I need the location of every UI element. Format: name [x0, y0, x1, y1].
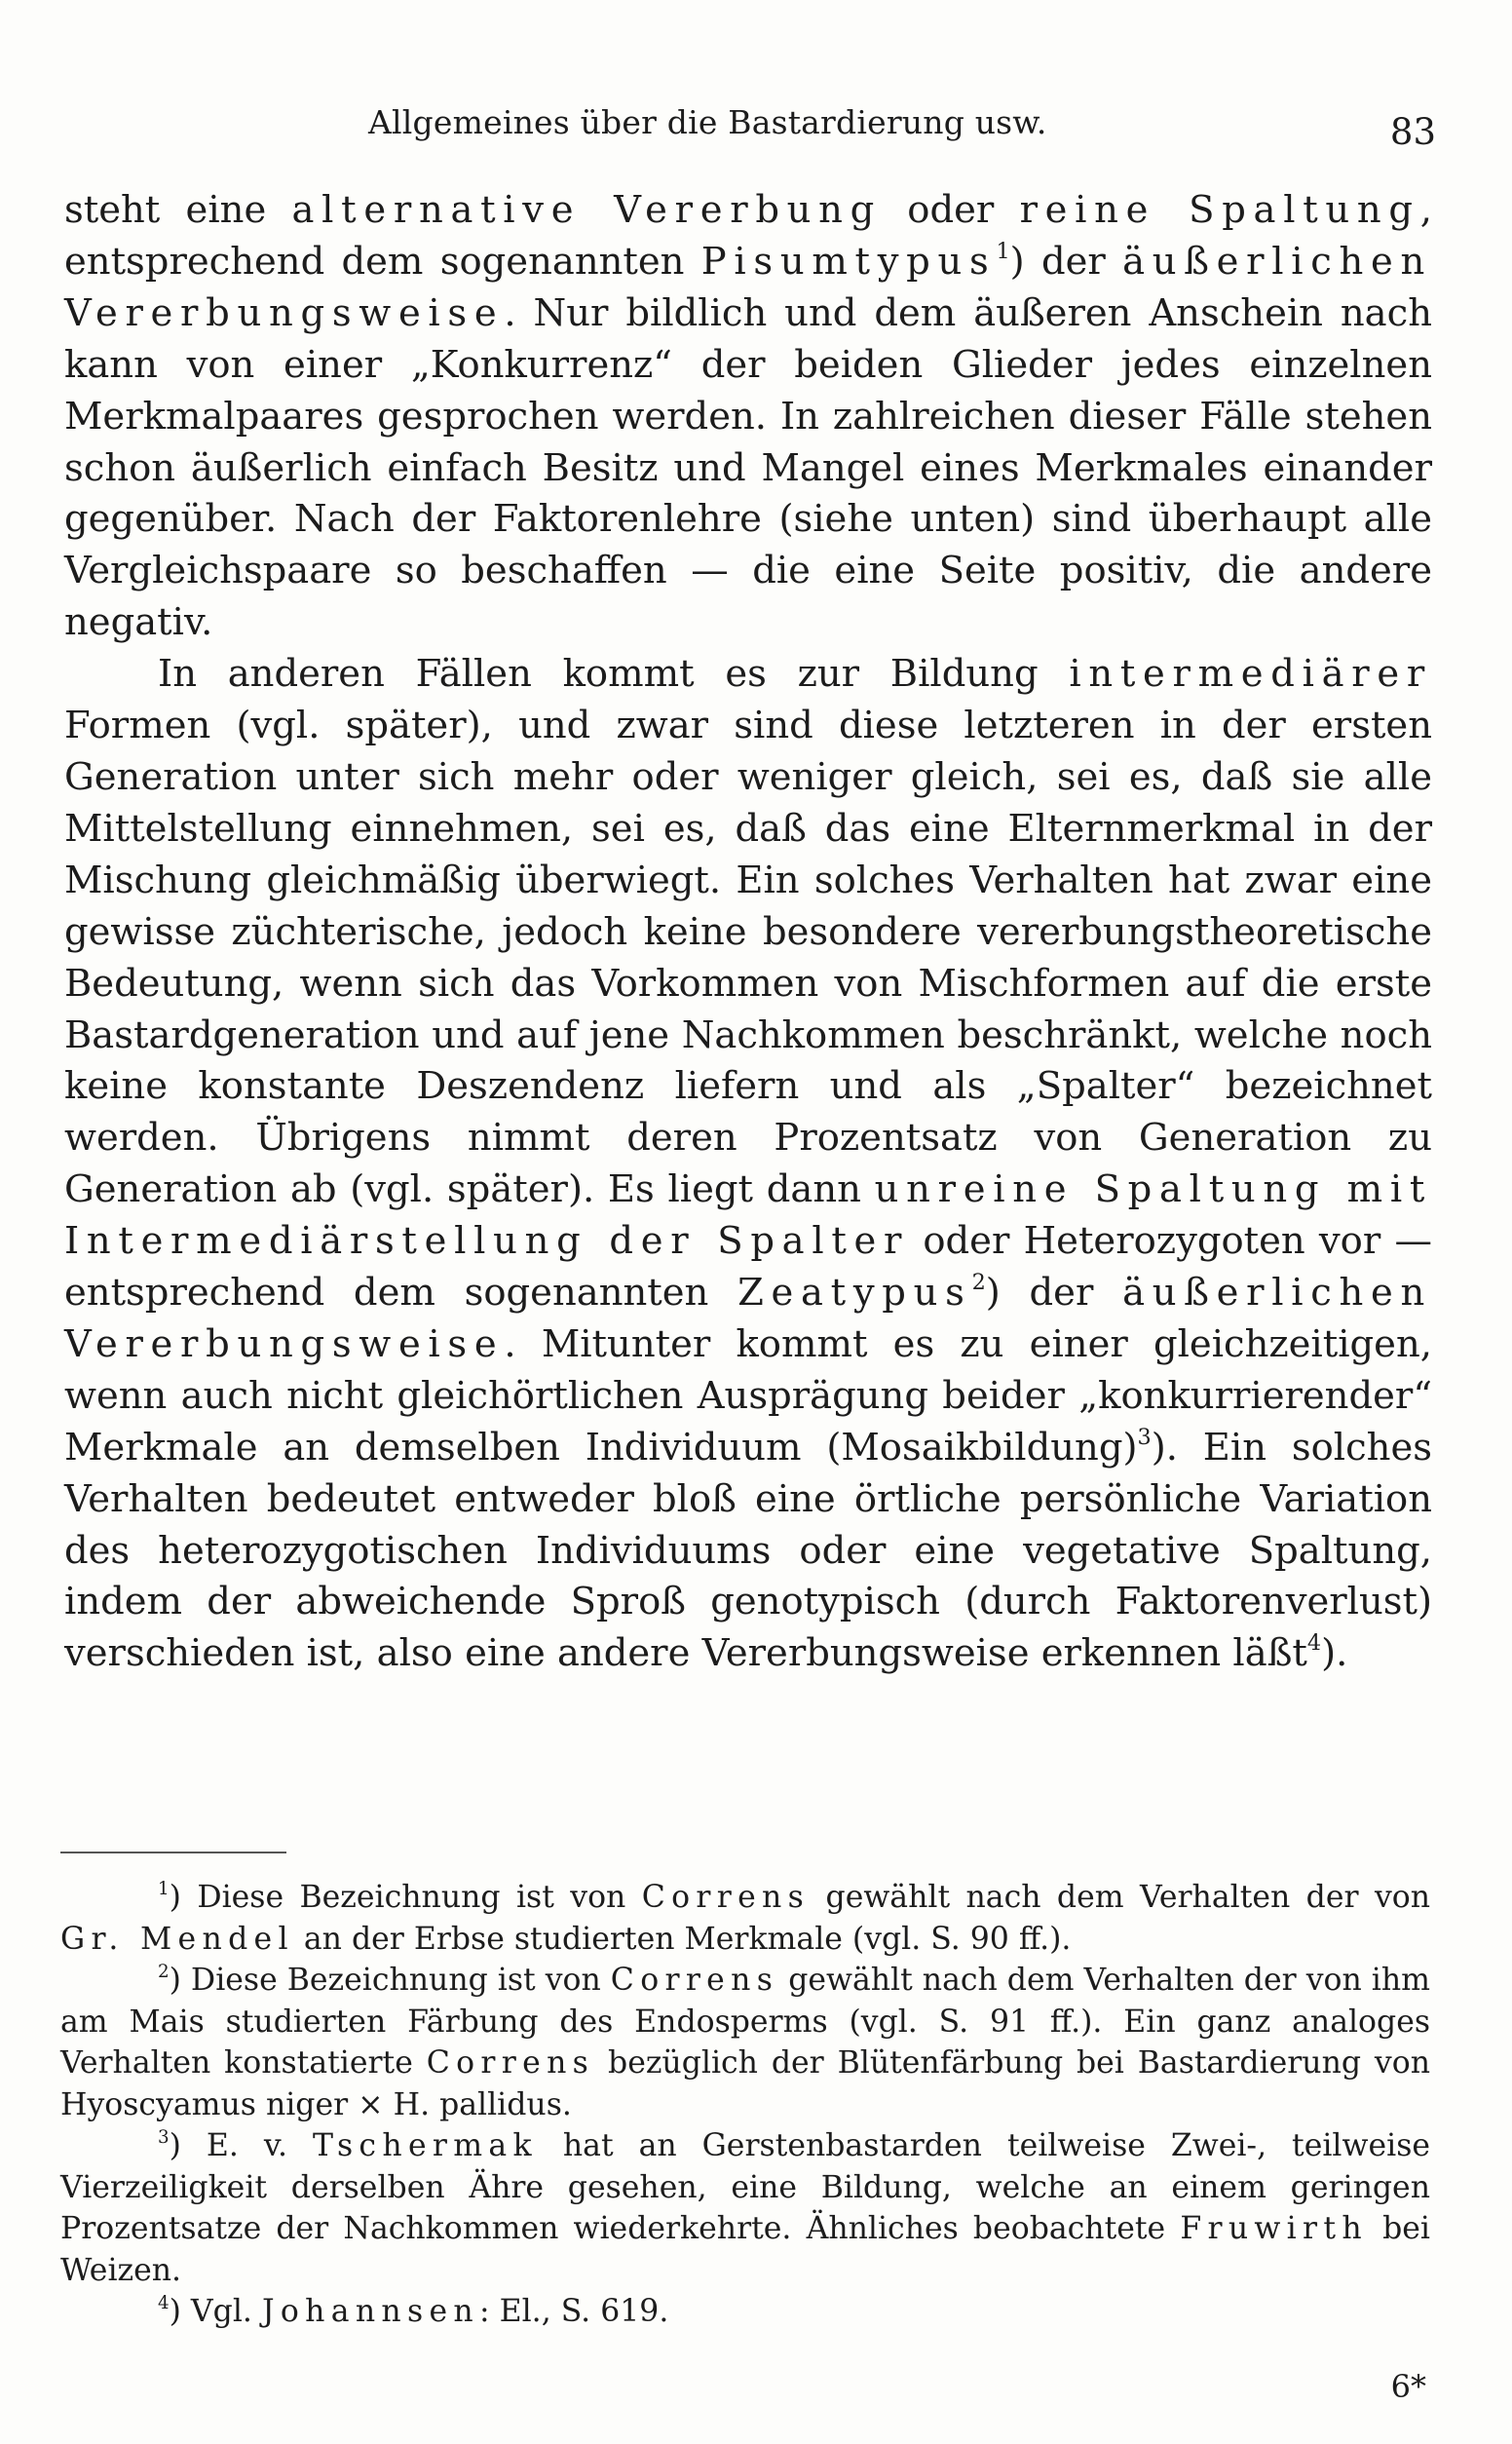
footnote — [60, 2125, 1430, 2291]
text-run: : El., S. 619. — [478, 2294, 669, 2329]
text-run: steht eine — [64, 188, 292, 232]
text-run: , entsprechend dem sogenannten — [64, 188, 1432, 284]
text-run: . Mitunter kommt es zu einer gleichzeitigen, wenn auch nicht gleichörtlichen Ausprägung beider „konkurrierender“ Merkmale an demselben Individuum (Mosaikbildung) — [64, 1321, 1432, 1470]
footnotes — [60, 1877, 1430, 2333]
footnote-marker: 1 — [996, 238, 1010, 264]
text-run: ) Diese Bezeichnung ist von — [169, 1880, 642, 1915]
spaced-emphasis: Pisumtypus — [700, 239, 997, 284]
paragraph — [64, 649, 1432, 1680]
footnote-marker: 2 — [158, 1961, 170, 1982]
text-run: ). Ein solches Verhalten bedeutet entweder bloß eine örtliche persönliche Variation des heterozygotischen Individuums oder eine vegetative Spaltung, indem der abweichende Sproß genotypisch (durch Faktorenverlust) verschieden ist, also eine andere Vererbungsweise erkennen läßt — [64, 1425, 1432, 1676]
footnote — [60, 1960, 1430, 2125]
spaced-emphasis: Gr. Mendel — [60, 1921, 294, 1957]
footnote-marker: 1 — [158, 1878, 170, 1899]
text-run: oder — [882, 188, 1020, 232]
text-run: ) E. v. — [169, 2128, 313, 2163]
text-run: ) Vgl. — [169, 2294, 262, 2329]
footnote — [60, 1877, 1430, 1960]
spaced-emphasis: Correns — [610, 1963, 779, 1998]
signature-mark: 6* — [1390, 2368, 1426, 2405]
footnote-marker: 3 — [1137, 1424, 1152, 1450]
running-title: Allgemeines über die Bastardierung usw. — [368, 103, 1047, 141]
footnote-marker: 4 — [1306, 1630, 1322, 1657]
spaced-emphasis: Tschermak — [312, 2128, 538, 2163]
paragraph — [64, 185, 1432, 649]
body-text — [64, 185, 1432, 1680]
spaced-emphasis: intermediärer — [1069, 652, 1432, 697]
spaced-emphasis: reine Spaltung — [1019, 188, 1420, 232]
footnote-marker: 4 — [158, 2292, 170, 2313]
spaced-emphasis: Correns — [641, 1880, 811, 1915]
spaced-emphasis: Zeatypus — [737, 1271, 972, 1316]
spaced-emphasis: unreine Spaltung mit Intermediärstellung der Spalter — [64, 1167, 1433, 1264]
running-head — [62, 97, 1436, 156]
spaced-emphasis: alternative Vererbung — [291, 188, 883, 232]
text-run: ) der — [985, 1271, 1123, 1316]
text-run: oder Heterozygoten vor — entsprechend dem sogenannten — [64, 1219, 1433, 1316]
text-run: an der Erbse studierten Merkmale (vgl. S. 90 ff.). — [293, 1921, 1072, 1957]
text-run: bei Weizen. — [60, 2211, 1430, 2288]
footnote-marker: 3 — [158, 2126, 170, 2148]
text-run: . Nur bildlich und dem äußeren Anschein nach kann von einer „Konkurrenz“ der beiden Glieder jedes einzelnen Merkmalpaares gesprochen werden. In zahlreichen dieser Fälle stehen schon äußerlich einfach Besitz und Mangel eines Merkmales einander gegenüber. Nach der Faktorenlehre (siehe unten) sind überhaupt alle Vergleichspaare so beschaffen — die eine Seite positiv, die andere negativ. — [64, 290, 1432, 645]
text-run: gewählt nach dem Verhalten der von — [810, 1880, 1431, 1915]
spaced-emphasis: Johannsen — [261, 2294, 479, 2329]
spaced-emphasis: Correns — [426, 2045, 595, 2081]
text-run: gewählt nach dem Verhalten der von ihm am Mais studierten Färbung des Endosperms (vgl. S. 91 ff.). Ein ganz analoges Verhalten konstatierte — [60, 1963, 1430, 2081]
spaced-emphasis: Fruwirth — [1180, 2211, 1368, 2246]
text-run: ) der — [1009, 239, 1123, 284]
text-run: hat an Gerstenbastarden teilweise Zwei-, teilweise Vierzeiligkeit derselben Ähre gesehen, eine Bildung, welche an einem geringen Prozentsatze der Nachkommen wiederkehrte. Ähnliches beobachtete — [60, 2128, 1430, 2246]
footnote-divider — [60, 1852, 286, 1853]
text-run: In anderen Fällen kommt es zur Bildung — [158, 652, 1070, 697]
text-run: bezüglich der Blütenfärbung bei Bastardierung von Hyoscyamus niger × H. pallidus. — [60, 2045, 1430, 2122]
spaced-emphasis: äußerlichen Vererbungsweise — [64, 1271, 1432, 1366]
footnote — [60, 2291, 1430, 2333]
text-run: ). — [1321, 1631, 1348, 1676]
text-run: Formen (vgl. später), und zwar sind diese letzteren in der ersten Generation unter sich mehr oder weniger gleich, sei es, daß sie alle Mittelstellung einnehmen, sei es, daß das eine Elternmerkmal in der Mischung gleichmäßig überwiegt. Ein solches Verhalten hat zwar eine gewisse züchterische, jedoch keine besondere vererbungstheoretische Bedeutung, wenn sich das Vorkommen von Mischformen auf die erste Bastardgeneration und auf jene Nachkommen beschränkt, welche noch keine konstante Deszendenz liefern und als „Spalter“ bezeichnet werden. Übrigens nimmt deren Prozentsatz von Generation zu Generation ab (vgl. später). Es liegt dann — [64, 704, 1432, 1212]
spaced-emphasis: äußerlichen Vererbungsweise — [64, 239, 1432, 335]
footnote-marker: 2 — [971, 1269, 986, 1295]
page-number: 83 — [1389, 111, 1436, 153]
text-run: ) Diese Bezeichnung ist von — [169, 1963, 611, 1998]
